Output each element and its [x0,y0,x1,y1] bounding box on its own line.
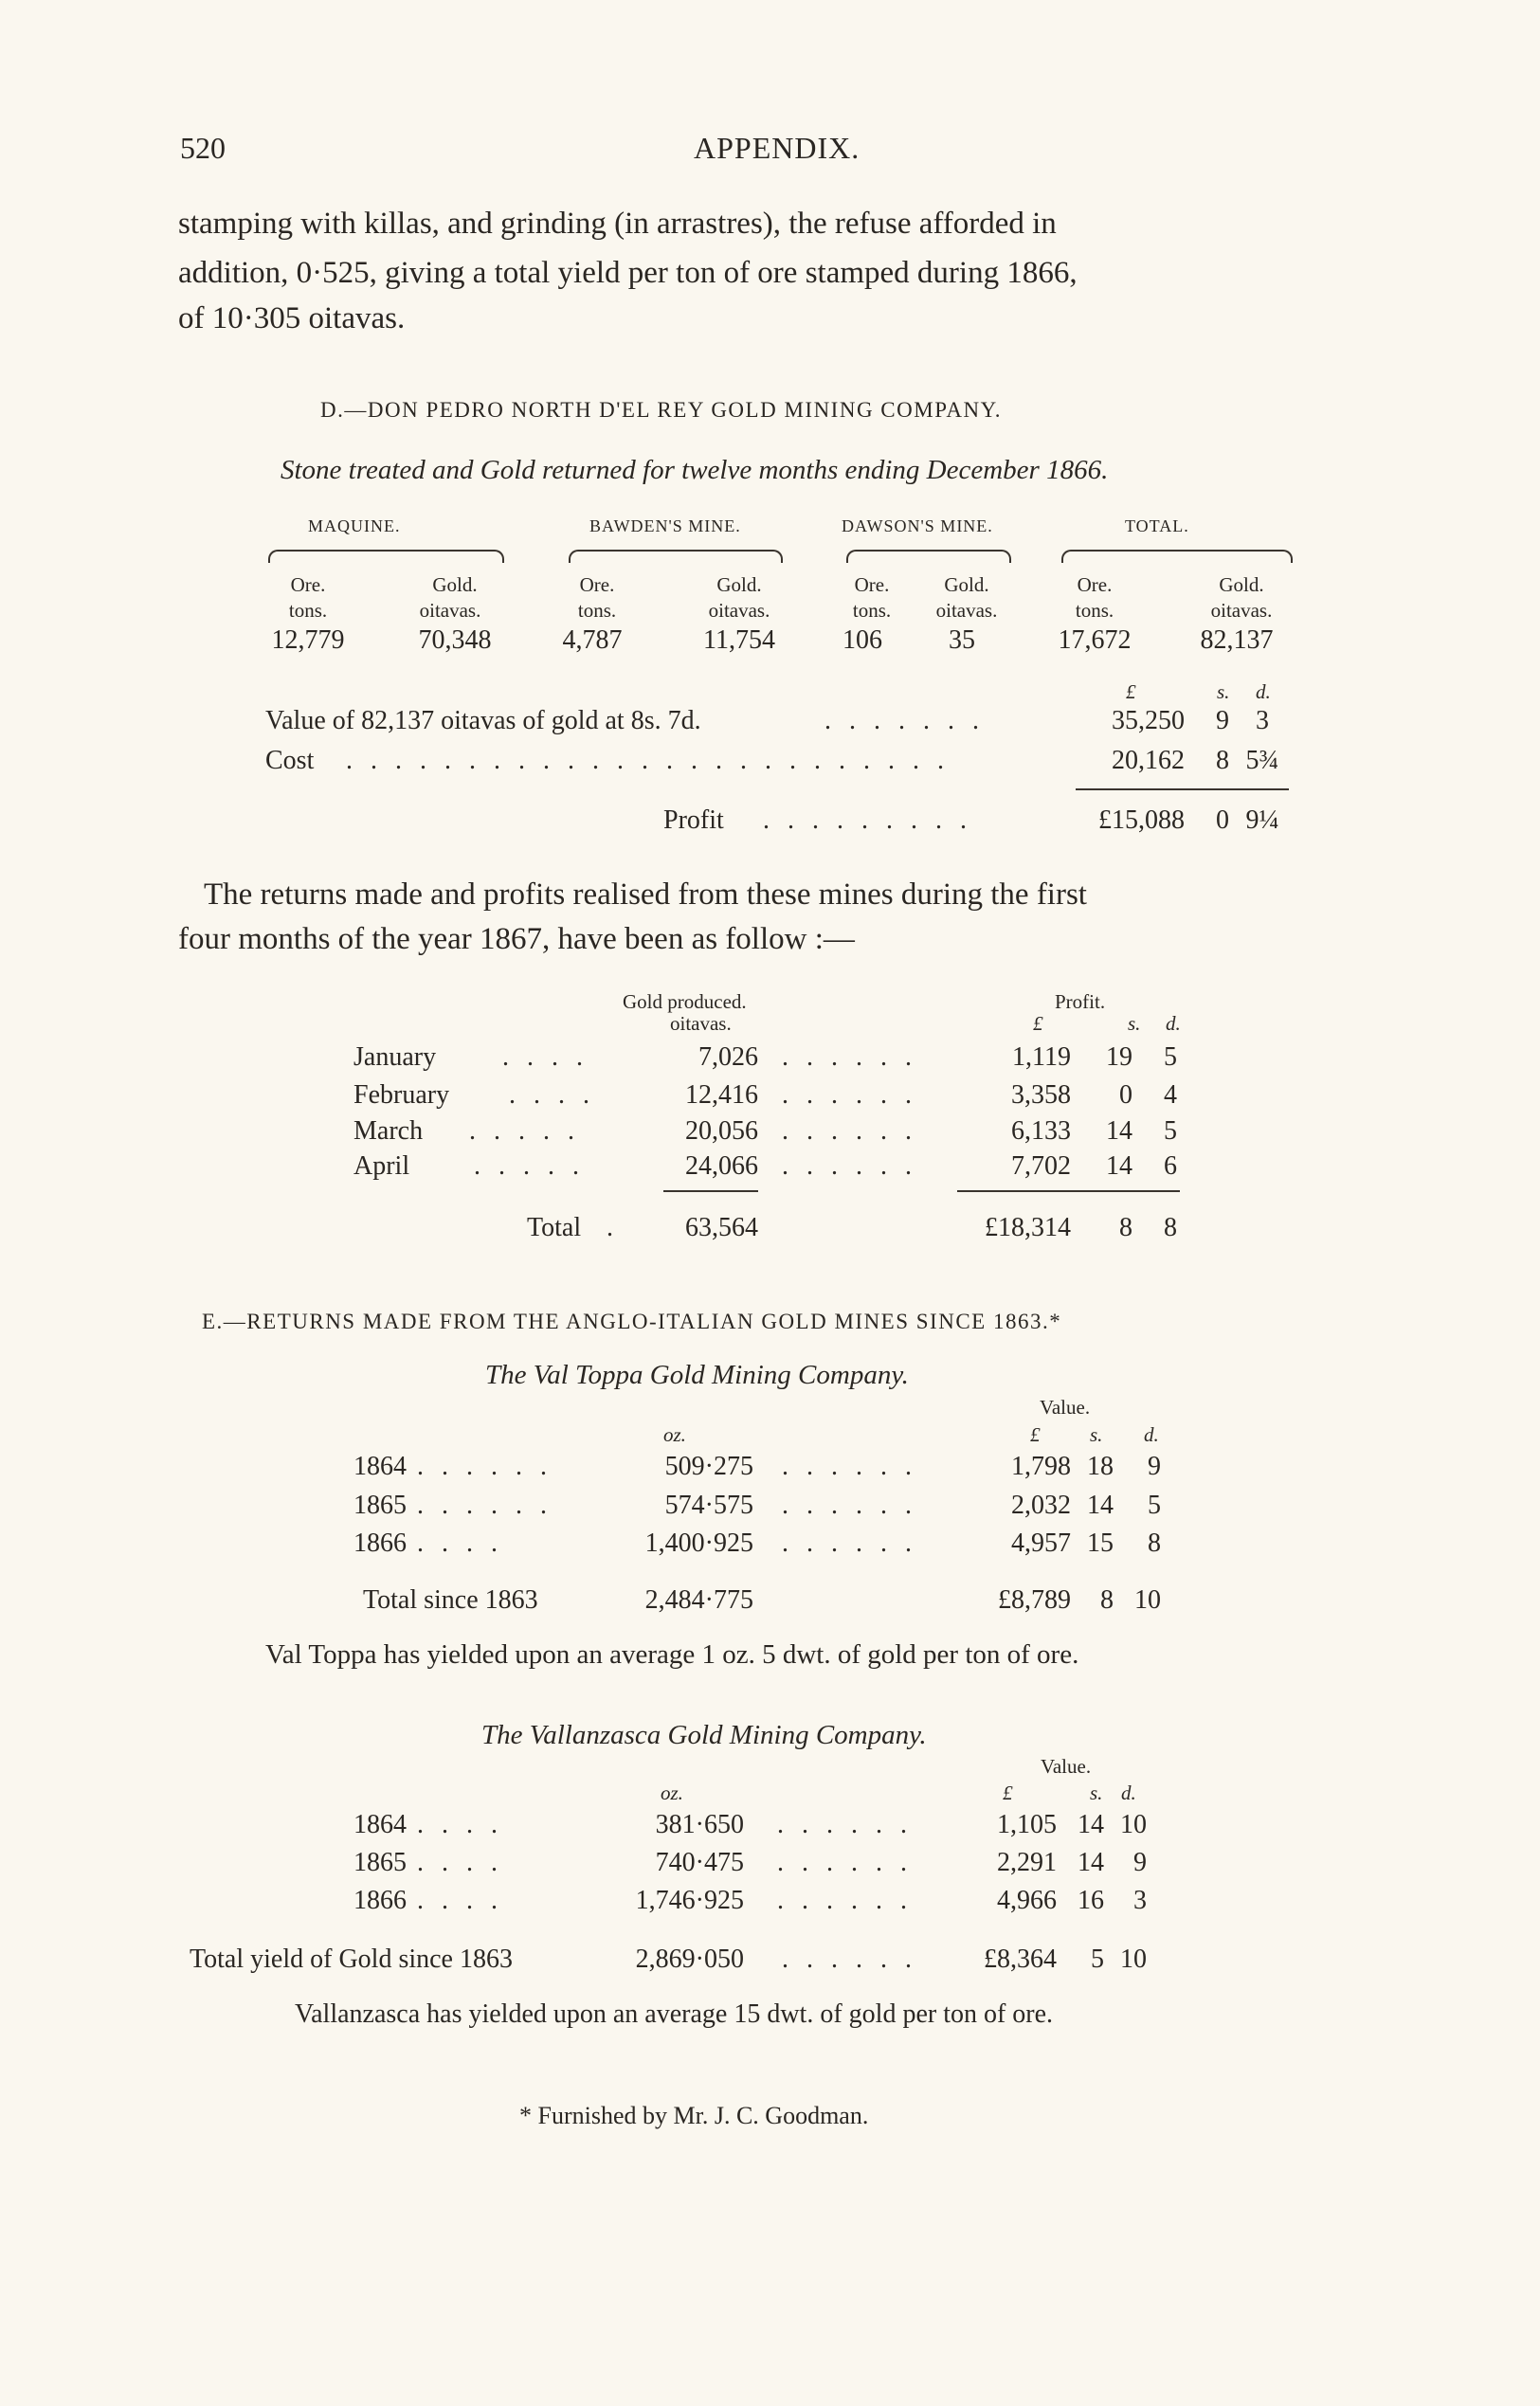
month-label: February [353,1080,450,1110]
sum-rule [1076,788,1289,790]
month-label: January [353,1042,437,1072]
col-head: Ore. [290,573,326,596]
profit-pounds: 6,133 [1011,1116,1071,1146]
total-label: Total yield of Gold since 1863 [190,1945,513,1974]
profit-pounds: 7,702 [1011,1151,1071,1181]
total-oz: 2,869·050 [635,1945,744,1974]
intro-line: addition, 0·525, giving a total yield per ton of ore stamped during 1866, [178,256,1078,290]
gold-cell: 20,056 [685,1116,758,1146]
profit-label: Profit [663,805,724,835]
head-gold-unit: oitavas. [670,1012,732,1035]
leader-dots: . . . . . . [782,1080,917,1110]
leader-dots: . . . . [417,1810,503,1839]
leader-dots: . [607,1213,613,1242]
total-gold: 63,564 [685,1213,758,1242]
leader-dots: . . . . . . [417,1452,553,1481]
value-pence: 10 [1120,1810,1147,1839]
profit-pounds: 1,119 [1012,1042,1071,1072]
value-cell: 4,787 [562,625,623,655]
col-unit: oitavas. [708,599,770,622]
col-head: Gold. [944,573,989,596]
lsd-shilling: s. [1128,1012,1141,1035]
value-shillings: 14 [1087,1491,1114,1520]
gold-cell: 12,416 [685,1080,758,1110]
col-head: Gold. [1219,573,1264,596]
value-shillings: 14 [1078,1848,1104,1877]
profit-pence: 5 [1164,1116,1177,1146]
col-head: Ore. [579,573,615,596]
value-cell: 17,672 [1058,625,1132,655]
value-shillings: 18 [1087,1452,1114,1481]
total-label: Total since 1863 [363,1585,538,1615]
value-cell: 82,137 [1200,625,1274,655]
cost-label: Cost [265,746,315,775]
intro-line: stamping with killas, and grinding (in arrastres), the refuse afforded in [178,207,1057,241]
lsd-pence: d. [1144,1423,1159,1446]
total-label: Total [527,1213,582,1242]
lsd-pound: £ [1126,680,1136,703]
group-brace [569,550,783,563]
profit-shillings: 0 [1216,805,1229,835]
value-pounds: 35,250 [1112,706,1185,735]
lsd-shilling: s. [1090,1782,1103,1804]
head-gold-produced: Gold produced. [623,990,747,1013]
leader-dots: . . . . . . [777,1886,913,1915]
intro-line: of 10·305 oitavas. [178,301,406,335]
gold-cell: 24,066 [685,1151,758,1181]
profit-shillings: 14 [1106,1151,1132,1181]
year-label: 1865 [353,1491,407,1520]
col-head: Ore. [1077,573,1113,596]
value-label: Value of 82,137 oitavas of gold at 8s. 7d. [265,706,701,735]
value-shillings: 15 [1087,1529,1114,1558]
leader-dots: . . . . [502,1042,589,1072]
profit-shillings: 14 [1106,1116,1132,1146]
leader-dots: . . . . . . [417,1491,553,1520]
cost-pounds: 20,162 [1112,746,1185,775]
leader-dots: . . . . . . [782,1529,917,1558]
head-value: Value. [1041,1755,1092,1778]
value-cell: 11,754 [703,625,775,655]
lsd-pound: £ [1030,1423,1041,1446]
leader-dots: . . . . [417,1529,503,1558]
vallanzasca-note: Vallanzasca has yielded upon an average 15 dwt. of gold per ton of ore. [295,1999,1054,2029]
value-pence: 3 [1133,1886,1147,1915]
leader-dots: . . . . . . [782,1491,917,1520]
value-shillings: 9 [1216,706,1229,735]
value-cell: 70,348 [418,625,492,655]
sum-rule [663,1190,758,1192]
lsd-pence: d. [1121,1782,1136,1804]
value-cell: 12,779 [271,625,345,655]
year-label: 1865 [353,1848,407,1877]
head-oz: oz. [661,1782,683,1804]
col-unit: tons. [288,599,328,622]
leader-dots: . . . . [417,1886,503,1915]
profit-pence: 6 [1164,1151,1177,1181]
year-label: 1866 [353,1529,407,1558]
leader-dots: . . . . . . [782,1116,917,1146]
leader-dots: . . . . . . [782,1042,917,1072]
leader-dots: . . . . . . . . . [763,805,972,835]
group-brace [846,550,1011,563]
col-unit: oitavas. [1210,599,1273,622]
value-shillings: 14 [1078,1810,1104,1839]
leader-dots: . . . . . . [782,1452,917,1481]
leader-dots: . . . . . . [777,1848,913,1877]
leader-dots: . . . . . [469,1116,580,1146]
value-pence: 9 [1133,1848,1147,1877]
total-pence: 8 [1164,1213,1177,1242]
head-profit: Profit. [1055,990,1106,1013]
value-pounds: 2,032 [1011,1491,1071,1520]
col-head: Gold. [716,573,762,596]
leader-dots: . . . . . [474,1151,585,1181]
value-pence: 5 [1148,1491,1161,1520]
sum-rule [957,1190,1180,1192]
footnote: * Furnished by Mr. J. C. Goodman. [519,2102,869,2129]
total-shillings: 8 [1100,1585,1114,1615]
group-dawsons: DAWSON'S MINE. [842,516,993,535]
total-pounds: £18,314 [985,1213,1071,1242]
value-shillings: 16 [1078,1886,1104,1915]
leader-dots: . . . . . . . [824,706,985,735]
oz-cell: 509·275 [664,1452,753,1481]
col-unit: tons. [1075,599,1114,622]
oz-cell: 574·575 [664,1491,753,1520]
total-pence: 10 [1134,1585,1161,1615]
head-oz: oz. [663,1423,686,1446]
profit-pence: 4 [1164,1080,1177,1110]
profit-pounds: 3,358 [1011,1080,1071,1110]
year-label: 1864 [353,1810,407,1839]
profit-pence: 5 [1164,1042,1177,1072]
leader-dots: . . . . . . [777,1810,913,1839]
val-toppa-title: The Val Toppa Gold Mining Company. [485,1360,909,1390]
value-pounds: 1,798 [1011,1452,1071,1481]
group-maquine: MAQUINE. [308,516,401,535]
profit-pence: 9¼ [1245,805,1279,835]
total-pounds: £8,789 [998,1585,1071,1615]
month-label: April [353,1151,410,1181]
head-value: Value. [1040,1396,1091,1419]
col-unit: oitavas. [419,599,481,622]
value-cell: 106 [842,625,882,655]
lsd-pence: d. [1256,680,1271,703]
section-d-caption: Stone treated and Gold returned for twelve months ending December 1866. [281,455,1109,485]
leader-dots: . . . . . . [782,1151,917,1181]
page-number: 520 [180,131,226,165]
gold-cell: 7,026 [698,1042,758,1072]
col-unit: tons. [852,599,892,622]
cost-pence: 5¾ [1245,746,1279,775]
oz-cell: 1,746·925 [635,1886,744,1915]
lsd-pound: £ [1033,1012,1043,1035]
running-head: APPENDIX. [694,131,861,165]
group-bawdens: BAWDEN'S MINE. [589,516,741,535]
leader-dots: . . . . [509,1080,595,1110]
value-cell: 35 [949,625,975,655]
total-shillings: 5 [1091,1945,1104,1974]
col-unit: oitavas. [935,599,998,622]
oz-cell: 381·650 [655,1810,744,1839]
oz-cell: 1,400·925 [644,1529,753,1558]
lsd-pence: d. [1166,1012,1181,1035]
oz-cell: 740·475 [655,1848,744,1877]
val-toppa-note: Val Toppa has yielded upon an average 1 oz. 5 dwt. of gold per ton of ore. [265,1639,1079,1670]
col-head: Gold. [432,573,478,596]
col-unit: tons. [577,599,617,622]
value-pence: 8 [1148,1529,1161,1558]
value-pence: 9 [1148,1452,1161,1481]
returns-line: The returns made and profits realised from these mines during the first [204,877,1087,912]
year-label: 1864 [353,1452,407,1481]
profit-shillings: 19 [1106,1042,1132,1072]
col-head: Ore. [854,573,890,596]
returns-line: four months of the year 1867, have been as follow :— [178,922,855,956]
vallanzasca-title: The Vallanzasca Gold Mining Company. [481,1720,927,1750]
value-pounds: 4,966 [997,1886,1057,1915]
value-pounds: 1,105 [997,1810,1057,1839]
leader-dots: . . . . . . [782,1945,917,1974]
group-total: TOTAL. [1125,516,1189,535]
group-brace [1061,550,1293,563]
leader-dots: . . . . [417,1848,503,1877]
total-pounds: £8,364 [984,1945,1057,1974]
group-brace [268,550,504,563]
profit-pounds: £15,088 [1098,805,1185,835]
lsd-pound: £ [1003,1782,1013,1804]
total-shillings: 8 [1119,1213,1132,1242]
profit-shillings: 0 [1119,1080,1132,1110]
lsd-shilling: s. [1090,1423,1103,1446]
lsd-shilling: s. [1217,680,1230,703]
total-pence: 10 [1120,1945,1147,1974]
value-pounds: 2,291 [997,1848,1057,1877]
year-label: 1866 [353,1886,407,1915]
section-d-heading: D.—DON PEDRO NORTH D'EL REY GOLD MINING COMPANY. [320,398,1002,422]
value-pounds: 4,957 [1011,1529,1071,1558]
value-pence: 3 [1256,706,1269,735]
section-e-heading: E.—RETURNS MADE FROM THE ANGLO-ITALIAN GOLD MINES SINCE 1863.* [202,1310,1062,1333]
cost-shillings: 8 [1216,746,1229,775]
total-oz: 2,484·775 [644,1585,753,1615]
month-label: March [353,1116,424,1146]
leader-dots: . . . . . . . . . . . . . . . . . . . . . . . . . [346,746,950,775]
